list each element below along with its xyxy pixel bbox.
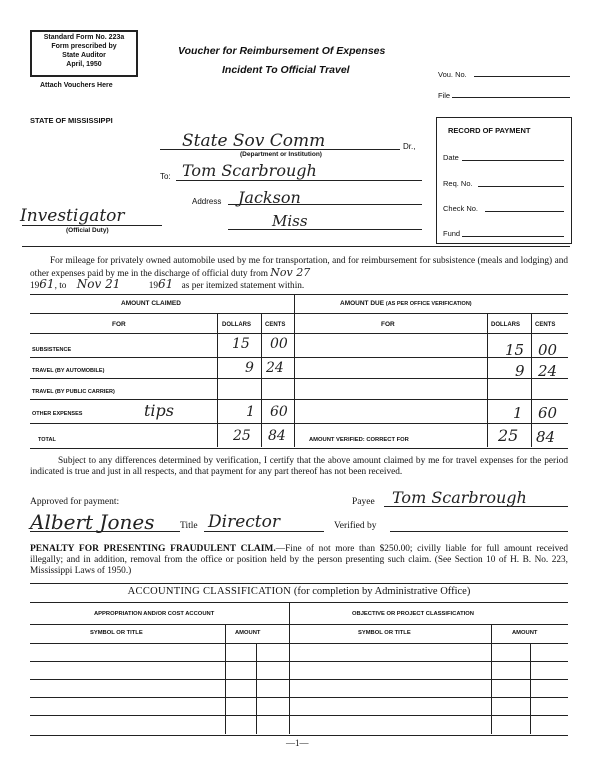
address-line2: Miss [272,212,308,230]
year1-hw: 61 [39,277,55,291]
form-auditor: State Auditor [62,52,106,59]
form-info-box [30,30,138,77]
approver-line[interactable] [30,531,180,532]
dept-handwritten: State Sov Comm [182,131,326,151]
row-carrier-label: TRAVEL (BY PUBLIC CARRIER) [32,389,115,395]
header-rule-2 [30,333,568,334]
rop-req-line[interactable] [478,186,564,187]
row-other-label: OTHER EXPENSES [32,411,83,417]
row-rule-4 [30,423,568,424]
acct-left-symbol: SYMBOL OR TITLE [90,630,143,636]
row-rule-1 [30,357,568,358]
vou-no-line[interactable] [474,76,570,77]
acct-amount-right-split [530,643,531,734]
form-prescribed: Form prescribed by [51,43,117,50]
row-auto-label: TRAVEL (BY AUTOMOBILE) [32,368,105,374]
address-line[interactable] [228,204,422,205]
row-auto-cents: 24 [266,360,284,376]
verified-by-label: Verified by [334,521,377,531]
official-duty-line[interactable] [22,225,162,226]
acct-rule-4 [30,679,568,680]
verified-by-line[interactable] [390,531,568,532]
title-label: Title [180,521,198,531]
row-rule-2 [30,378,568,379]
dollars-header-right: DOLLARS [491,322,520,328]
title-handwritten: Director [208,512,280,532]
cents-header-left: CENTS [265,322,286,328]
official-duty-caption: (Official Duty) [66,227,109,234]
acct-rule-1 [30,624,568,625]
to-date-hw: Nov 21 [76,277,121,291]
year-prefix-1: 19 [30,281,40,291]
amount-due-header [340,300,472,307]
row-total-due-cents: 84 [536,428,556,446]
acct-amount-left-split [256,643,257,734]
acct-rule-6 [30,715,568,716]
penalty-paragraph [30,544,568,577]
file-label: File [438,91,451,100]
rop-check-label: Check No. [443,204,479,213]
row-rule-3 [30,399,568,400]
to-handwritten: Tom Scarbrough [182,161,317,180]
accounting-note: (for completion by Administrative Office) [293,586,471,597]
acct-left-title: APPROPRIATION AND/OR COST ACCOUNT [94,611,215,617]
rop-fund-label: Fund [443,229,461,238]
state-label: STATE OF MISSISSIPPI [30,116,113,125]
file-line[interactable] [452,97,570,98]
dr-label: Dr., [403,142,416,151]
record-of-payment-title: RECORD OF PAYMENT [448,126,531,135]
for-header-left: FOR [112,321,126,328]
rop-req-label: Req. No. [443,179,473,188]
row-auto-due-cents: 24 [538,362,558,380]
table-divider-main [294,294,295,447]
penalty-text: —Fine of not more than $250.00; civilly liable for full amount received illegally; and in addition, removal from the office or position held by the person presenting such claim. (See Section 10 of H. B. No. 223, Mississippi Laws of 1950.) [30,544,568,576]
payee-label: Payee [352,497,375,507]
form-title-line1: Voucher for Reimbursement Of Expenses [178,45,386,57]
acct-right-title: OBJECTIVE OR PROJECT CLASSIFICATION [352,611,474,617]
mileage-text: For mileage for privately owned automobile used by me for transportation, and for reimbursement for subsistence (meals and lodging) and other expenses paid by me in the discharge of official duty from [30,256,568,279]
row-auto-due-dollars: 9 [515,362,525,380]
certify-paragraph: Subject to any differences determined by verification, I certify that the above amount claimed by me for travel expenses for the period indicated is true and just in all respects, and that payment for any part thereof has not been received. [30,456,568,477]
from-date-hw: Nov 27 [270,266,311,279]
address-label: Address [192,197,222,206]
to-label: To: [160,172,171,181]
row-subsistence-dollars: 15 [232,336,250,352]
row-total-due-dollars: 25 [498,426,519,445]
accounting-heading: ACCOUNTING CLASSIFICATION [127,586,292,597]
penalty-heading: PENALTY FOR PRESENTING FRAUDULENT CLAIM. [30,544,276,554]
payee-signature: Tom Scarbrough [392,488,527,507]
form-number: Standard Form No. 223a [43,34,125,41]
dept-caption: (Department or Institution) [240,151,322,158]
header-rule-1 [30,313,568,314]
acct-left-amount: AMOUNT [235,630,261,636]
form-date: April, 1950 [66,61,102,68]
row-subsistence-label: SUBSISTENCE [32,347,72,353]
official-duty-handwritten: Investigator [20,206,125,226]
row-subsistence-due-cents: 00 [538,341,558,359]
row-other-due-dollars: 1 [513,404,523,422]
for-header-right: FOR [381,321,395,328]
acct-rule-2 [30,643,568,644]
year-prefix-2: 19 [148,281,159,291]
accounting-top-rule [30,583,568,584]
row-subsistence-due-dollars: 15 [505,341,525,359]
row-subsistence-cents: 00 [270,336,288,352]
year2-hw: 61 [158,277,174,291]
rop-check-line[interactable] [485,211,564,212]
amount-due-label: AMOUNT DUE [340,300,385,307]
rop-date-label: Date [443,153,459,162]
verified-correct-label: AMOUNT VERIFIED: CORRECT FOR [309,437,409,443]
payee-line[interactable] [384,506,568,507]
row-other-desc: tips [144,401,174,420]
to-line[interactable] [176,180,422,181]
attach-vouchers-label: Attach Vouchers Here [40,82,113,89]
row-other-dollars: 1 [246,404,255,420]
row-other-due-cents: 60 [538,404,558,422]
accounting-heading-row [30,586,568,597]
mileage-dates [30,279,568,292]
to-date-label: , to [54,281,67,291]
acct-right-amount: AMOUNT [512,630,538,636]
row-total-label: TOTAL [38,437,56,443]
approver-signature: Albert Jones [30,510,155,534]
approved-label: Approved for payment: [30,497,120,507]
title-line[interactable] [204,531,324,532]
section-divider [22,246,570,247]
amount-claimed-header: AMOUNT CLAIMED [121,300,181,307]
form-title-line2: Incident To Official Travel [222,64,350,76]
dept-line[interactable] [160,149,400,150]
address-line2-rule[interactable] [228,229,422,230]
vou-no-label: Vou. No. [438,70,467,79]
rop-date-line[interactable] [462,160,564,161]
acct-rule-5 [30,697,568,698]
amount-due-note: (AS PER OFFICE VERIFICATION) [385,301,472,307]
page-number: —1— [286,738,309,748]
rop-fund-line[interactable] [462,236,564,237]
row-other-cents: 60 [270,404,288,420]
cents-header-right: CENTS [535,322,556,328]
row-total-cents: 84 [268,428,286,444]
row-total-dollars: 25 [233,428,251,444]
acct-right-symbol: SYMBOL OR TITLE [358,630,411,636]
row-auto-dollars: 9 [245,360,254,376]
itemized-text: as per itemized statement within. [181,281,305,291]
dollars-header-left: DOLLARS [222,322,251,328]
address-line1: Jackson [238,188,301,207]
acct-rule-3 [30,661,568,662]
